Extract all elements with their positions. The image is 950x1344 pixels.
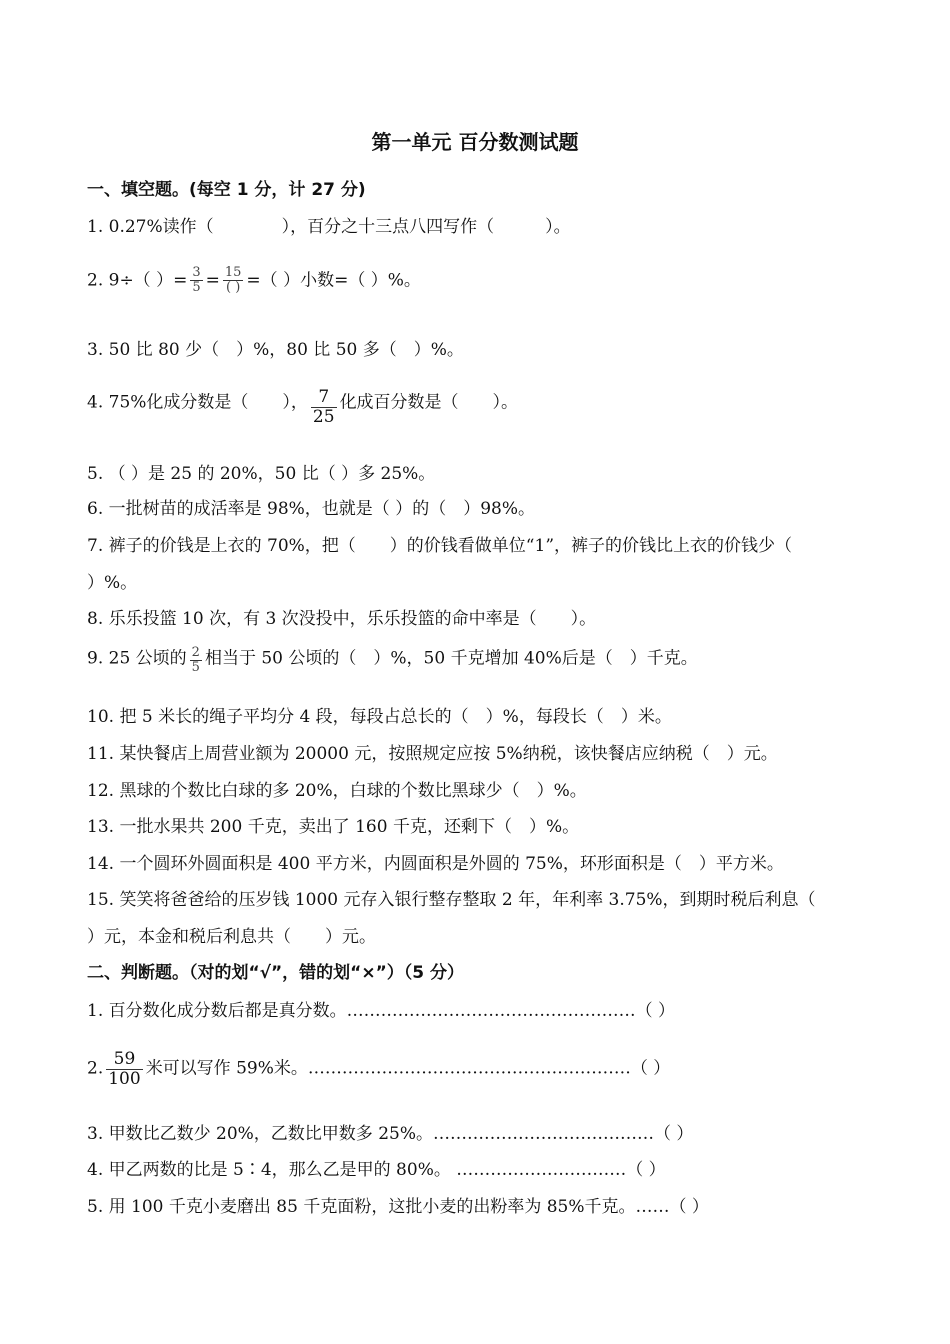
judge-2 [87,1050,877,1088]
question-10: 10. 把 5 米长的绳子平均分 4 段，每段占总长的（ ）%，每段长（ ）米。 [87,707,672,727]
j2-fraction: $\frac{59}{100}$ [108,1049,141,1089]
q4-end: 化成百分数是（ ）。 [339,392,519,413]
question-8: 8. 乐乐投篮 10 次，有 3 次没投中，乐乐投篮的命中率是（ ）。 [87,609,597,629]
judge-4: 4. 甲乙两数的比是 5∶4，那么乙是甲的 80%。 …………………………（ ） [87,1160,666,1180]
question-13: 13. 一批水果共 200 千克，卖出了 160 千克，还剩下（ ）%。 [87,817,580,837]
q9-start: 9. 25 公顷的 [87,648,187,669]
judge-5: 5. 用 100 千克小麦磨出 85 千克面粉，这批小麦的出粉率为 85%千克。……（ ） [87,1197,709,1217]
question-3: 3. 50 比 80 少（ ）%，80 比 50 多（ ）%。 [87,340,464,360]
section2-heading: 二、判断题。（对的划“√”，错的划“×”）（5 分） [87,963,465,983]
question-7-line-2: ）%。 [87,573,138,593]
judge-3: 3. 甲数比乙数少 20%，乙数比甲数多 25%。…………………………………（ ） [87,1124,694,1144]
q9-fraction: $\frac{2}{5}$ [191,645,200,676]
section1-heading: 一、填空题。(每空 1 分，计 27 分) [87,180,366,200]
question-2 [87,266,877,296]
question-11: 11. 某快餐店上周营业额为 20000 元，按照规定应按 5%纳税，该快餐店应纳税（ ）元。 [87,744,778,764]
question-1: 1. 0.27%读作（ ），百分之十三点八四写作（ ）。 [87,217,571,237]
q2-mid: = [205,270,220,291]
q2-end: =（ ）小数=（ ）%。 [246,270,421,291]
question-12: 12. 黑球的个数比白球的多 20%，白球的个数比黑球少（ ）%。 [87,781,587,801]
q4-fraction: $\frac{7}{25}$ [312,387,335,427]
j2-end: 米可以写作 59%米。…………………………………………………（ ） [145,1058,671,1079]
question-15-line-2: ）元，本金和税后利息共（ ）元。 [87,927,376,947]
question-7-line-1: 7. 裤子的价钱是上衣的 70%，把（ ）的价钱看做单位“1”，裤子的价钱比上衣的价钱少（ [87,536,793,556]
question-9 [87,646,877,676]
question-15-line-1: 15. 笑笑将爸爸给的压岁钱 1000 元存入银行整存整取 2 年，年利率 3.75%，到期时税后利息（ [87,890,816,910]
q2-fraction-2: $\frac{15}{( )}$ [224,265,242,296]
q2-fraction-1: $\frac{3}{5}$ [192,265,201,296]
judge-1: 1. 百分数化成分数后都是真分数。……………………………………………（ ） [87,1001,676,1021]
q9-end: 相当于 50 公顷的（ ）%，50 千克增加 40%后是（ ）千克。 [204,648,698,669]
question-14: 14. 一个圆环外圆面积是 400 平方米，内圆面积是外圆的 75%，环形面积是（ ）平方米。 [87,854,784,874]
question-4 [87,388,877,426]
page-title: 第一单元 百分数测试题 [371,130,579,154]
question-5: 5. （ ）是 25 的 20%，50 比（ ）多 25%。 [87,464,436,484]
q2-start: 2. 9÷（ ）= [87,270,188,291]
j2-start: 2. [87,1058,104,1079]
q4-start: 4. 75%化成分数是（ ）， [87,392,308,413]
question-6: 6. 一批树苗的成活率是 98%，也就是（ ）的（ ）98%。 [87,499,536,519]
